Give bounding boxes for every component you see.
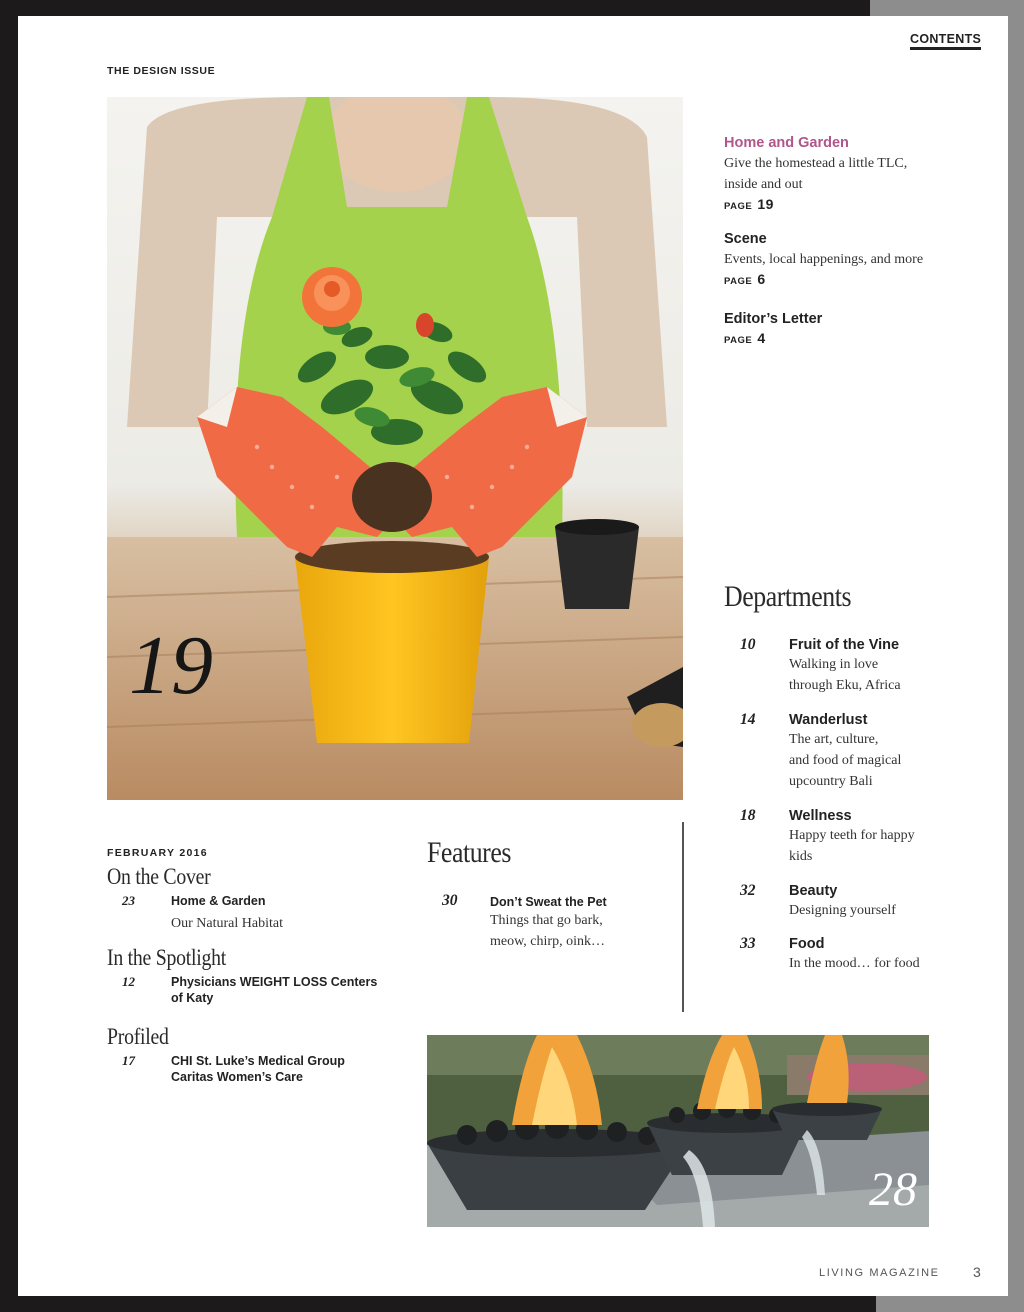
feature-desc: Events, local happenings, and more	[724, 252, 924, 267]
page-label: PAGE	[724, 201, 753, 212]
dept-page-number: 32	[740, 882, 756, 899]
feature-item-pet	[490, 894, 607, 952]
dept-page-number: 10	[740, 636, 756, 653]
dept-item-fruit-of-the-vine	[789, 636, 939, 696]
dept-desc: Walking in love	[789, 657, 879, 672]
footer-magazine-name: LIVING MAGAZINE	[819, 1267, 940, 1279]
cover-page-number: 19	[129, 619, 213, 712]
feature-scene	[724, 229, 964, 287]
page-number: 19	[757, 196, 774, 212]
magazine-page	[18, 16, 1008, 1296]
dept-desc: through Eku, Africa	[789, 678, 901, 693]
profiled-title: CHI St. Luke’s Medical Group	[171, 1054, 345, 1068]
issue-date: FEBRUARY 2016	[107, 847, 208, 859]
cover-story-page: 23	[122, 893, 135, 908]
spotlight-title: of Katy	[171, 991, 214, 1005]
dept-desc: and food of magical	[789, 753, 902, 768]
dept-title: Fruit of the Vine	[789, 637, 900, 653]
profiled-page: 17	[122, 1053, 135, 1068]
departments-heading: Departments	[724, 580, 852, 613]
issue-title: THE DESIGN ISSUE	[107, 65, 216, 77]
dept-title: Beauty	[789, 883, 838, 899]
feature-desc: Give the homestead a little TLC,	[724, 156, 908, 171]
in-the-spotlight-heading: In the Spotlight	[107, 945, 226, 970]
footer-page-number: 3	[973, 1264, 981, 1280]
dept-title: Wellness	[789, 808, 852, 824]
page-number: 6	[757, 271, 766, 287]
dept-desc: upcountry Bali	[789, 774, 873, 789]
dept-item-wanderlust	[789, 711, 939, 792]
dept-desc: Designing yourself	[789, 903, 896, 918]
feature-page-ref	[724, 330, 954, 346]
cover-story-title: Home & Garden	[171, 894, 266, 908]
feature-editors-letter	[724, 309, 954, 346]
dept-item-beauty	[789, 882, 939, 921]
dept-page-number: 33	[740, 935, 756, 952]
dept-desc: The art, culture,	[789, 732, 879, 747]
fire-bowls-photo	[427, 1035, 929, 1227]
dept-item-food	[789, 935, 939, 974]
fire-photo-page-number: 28	[869, 1163, 917, 1216]
page-label: PAGE	[724, 276, 753, 287]
feature-title: Scene	[724, 231, 767, 247]
feature-page-ref	[724, 196, 954, 212]
frame-accent-top	[870, 0, 1024, 16]
feature-title: Home and Garden	[724, 135, 849, 151]
cover-story-desc: Our Natural Habitat	[171, 916, 283, 931]
spotlight-page: 12	[122, 974, 135, 989]
dept-title: Wanderlust	[789, 712, 868, 728]
on-the-cover-heading: On the Cover	[107, 864, 211, 889]
fire-bowls-illustration	[427, 1035, 929, 1227]
spotlight-item	[171, 974, 377, 1006]
feature-desc: inside and out	[724, 177, 803, 192]
profiled-heading: Profiled	[107, 1024, 169, 1049]
feature-home-garden	[724, 133, 954, 212]
feature-desc: Things that go bark,	[490, 913, 603, 928]
page-label: PAGE	[724, 335, 753, 346]
feature-title: Editor’s Letter	[724, 311, 823, 327]
frame-accent-bottom	[876, 1296, 1024, 1312]
contents-label: CONTENTS	[910, 32, 981, 50]
dept-item-wellness	[789, 807, 939, 867]
dept-desc: kids	[789, 849, 813, 864]
page-number: 4	[757, 330, 766, 346]
spotlight-title: Physicians WEIGHT LOSS Centers	[171, 975, 378, 989]
feature-desc: meow, chirp, oink…	[490, 934, 605, 949]
profiled-item	[171, 1053, 345, 1085]
features-heading: Features	[427, 836, 511, 869]
dept-page-number: 18	[740, 807, 756, 824]
dept-desc: Happy teeth for happy	[789, 828, 915, 843]
feature-page-ref	[724, 271, 964, 287]
dept-desc: In the mood… for food	[789, 956, 920, 971]
dept-page-number: 14	[740, 711, 756, 728]
frame-accent-right	[1008, 16, 1024, 1296]
feature-page-number: 30	[442, 892, 458, 909]
profiled-title: Caritas Women’s Care	[171, 1070, 303, 1084]
dept-title: Food	[789, 936, 825, 952]
feature-title: Don’t Sweat the Pet	[490, 895, 607, 909]
column-divider	[682, 822, 684, 1012]
